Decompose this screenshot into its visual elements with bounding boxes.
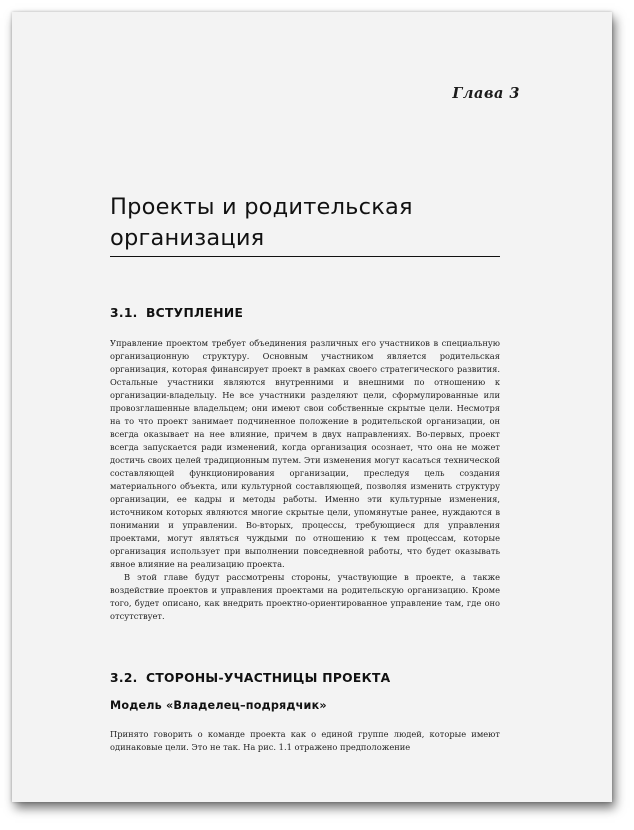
section-number: 3.2. — [110, 671, 138, 685]
chapter-label: Глава 3 — [452, 85, 520, 102]
paragraph: Управление проектом требует объединения различных его участников в специальную организационную структуру. Основным участником является родительская организация, которая финансирует проект в рамках своего стратегического развития. Остальные участники являются внутренними и внешними по отношению к организации-владельцу. Не все участники разделяют цели, сформулированные или провозглашенные владельцем; они имеют свои собственные скрытые цели. Несмотря на то что проект занимает подчиненное положение в родительской организации, он всегда оказывает на нее влияние, причем в двух направлениях. Во-первых, проект всегда запускается ради изменений, когда организация осознает, что она не может достичь своих целей традиционным путем. Эти изменения могут касаться технической составляющей функционирования организации, преследуя цель создания материального объекта, или культурной составляющей, позволяя изменить структуру организации, ее кадры и методы работы. Именно эти культурные изменения, источником которых являются многие скрытые цели, упомянутые ранее, нуждаются в понимании и управлении. Во-вторых, процессы, требующиеся для управления проектами, могут являться чуждыми по отношению к тем процессам, которые организация использует при выполнении повседневной работы, что будет оказывать явное влияние на реализацию проекта. — [110, 338, 500, 569]
section-title: ВСТУПЛЕНИЕ — [146, 306, 244, 320]
document-page — [12, 12, 612, 802]
title-rule — [110, 256, 500, 257]
section-title: СТОРОНЫ-УЧАСТНИЦЫ ПРОЕКТА — [146, 671, 391, 685]
paragraph: Принято говорить о команде проекта как о единой группе людей, которые имеют одинаковые цели. Это не так. На рис. 1.1 отражено предположение — [110, 729, 500, 752]
subsection-heading: Модель «Владелец–подрядчик» — [110, 699, 327, 712]
section-number: 3.1. — [110, 306, 138, 320]
section-body-project-parties — [110, 728, 500, 754]
chapter-title: Проекты и родительская организация — [110, 194, 413, 251]
paragraph: В этой главе будут рассмотрены стороны, участвующие в проекте, а также воздействие проектов и управления проектами на родительскую организацию. Кроме того, будет описано, как внедрить проектно-ориентированное управление там, где оно отсутствует. — [110, 572, 500, 621]
section-heading-introduction — [110, 306, 243, 320]
section-heading-project-parties — [110, 671, 390, 685]
section-body-introduction — [110, 337, 500, 623]
